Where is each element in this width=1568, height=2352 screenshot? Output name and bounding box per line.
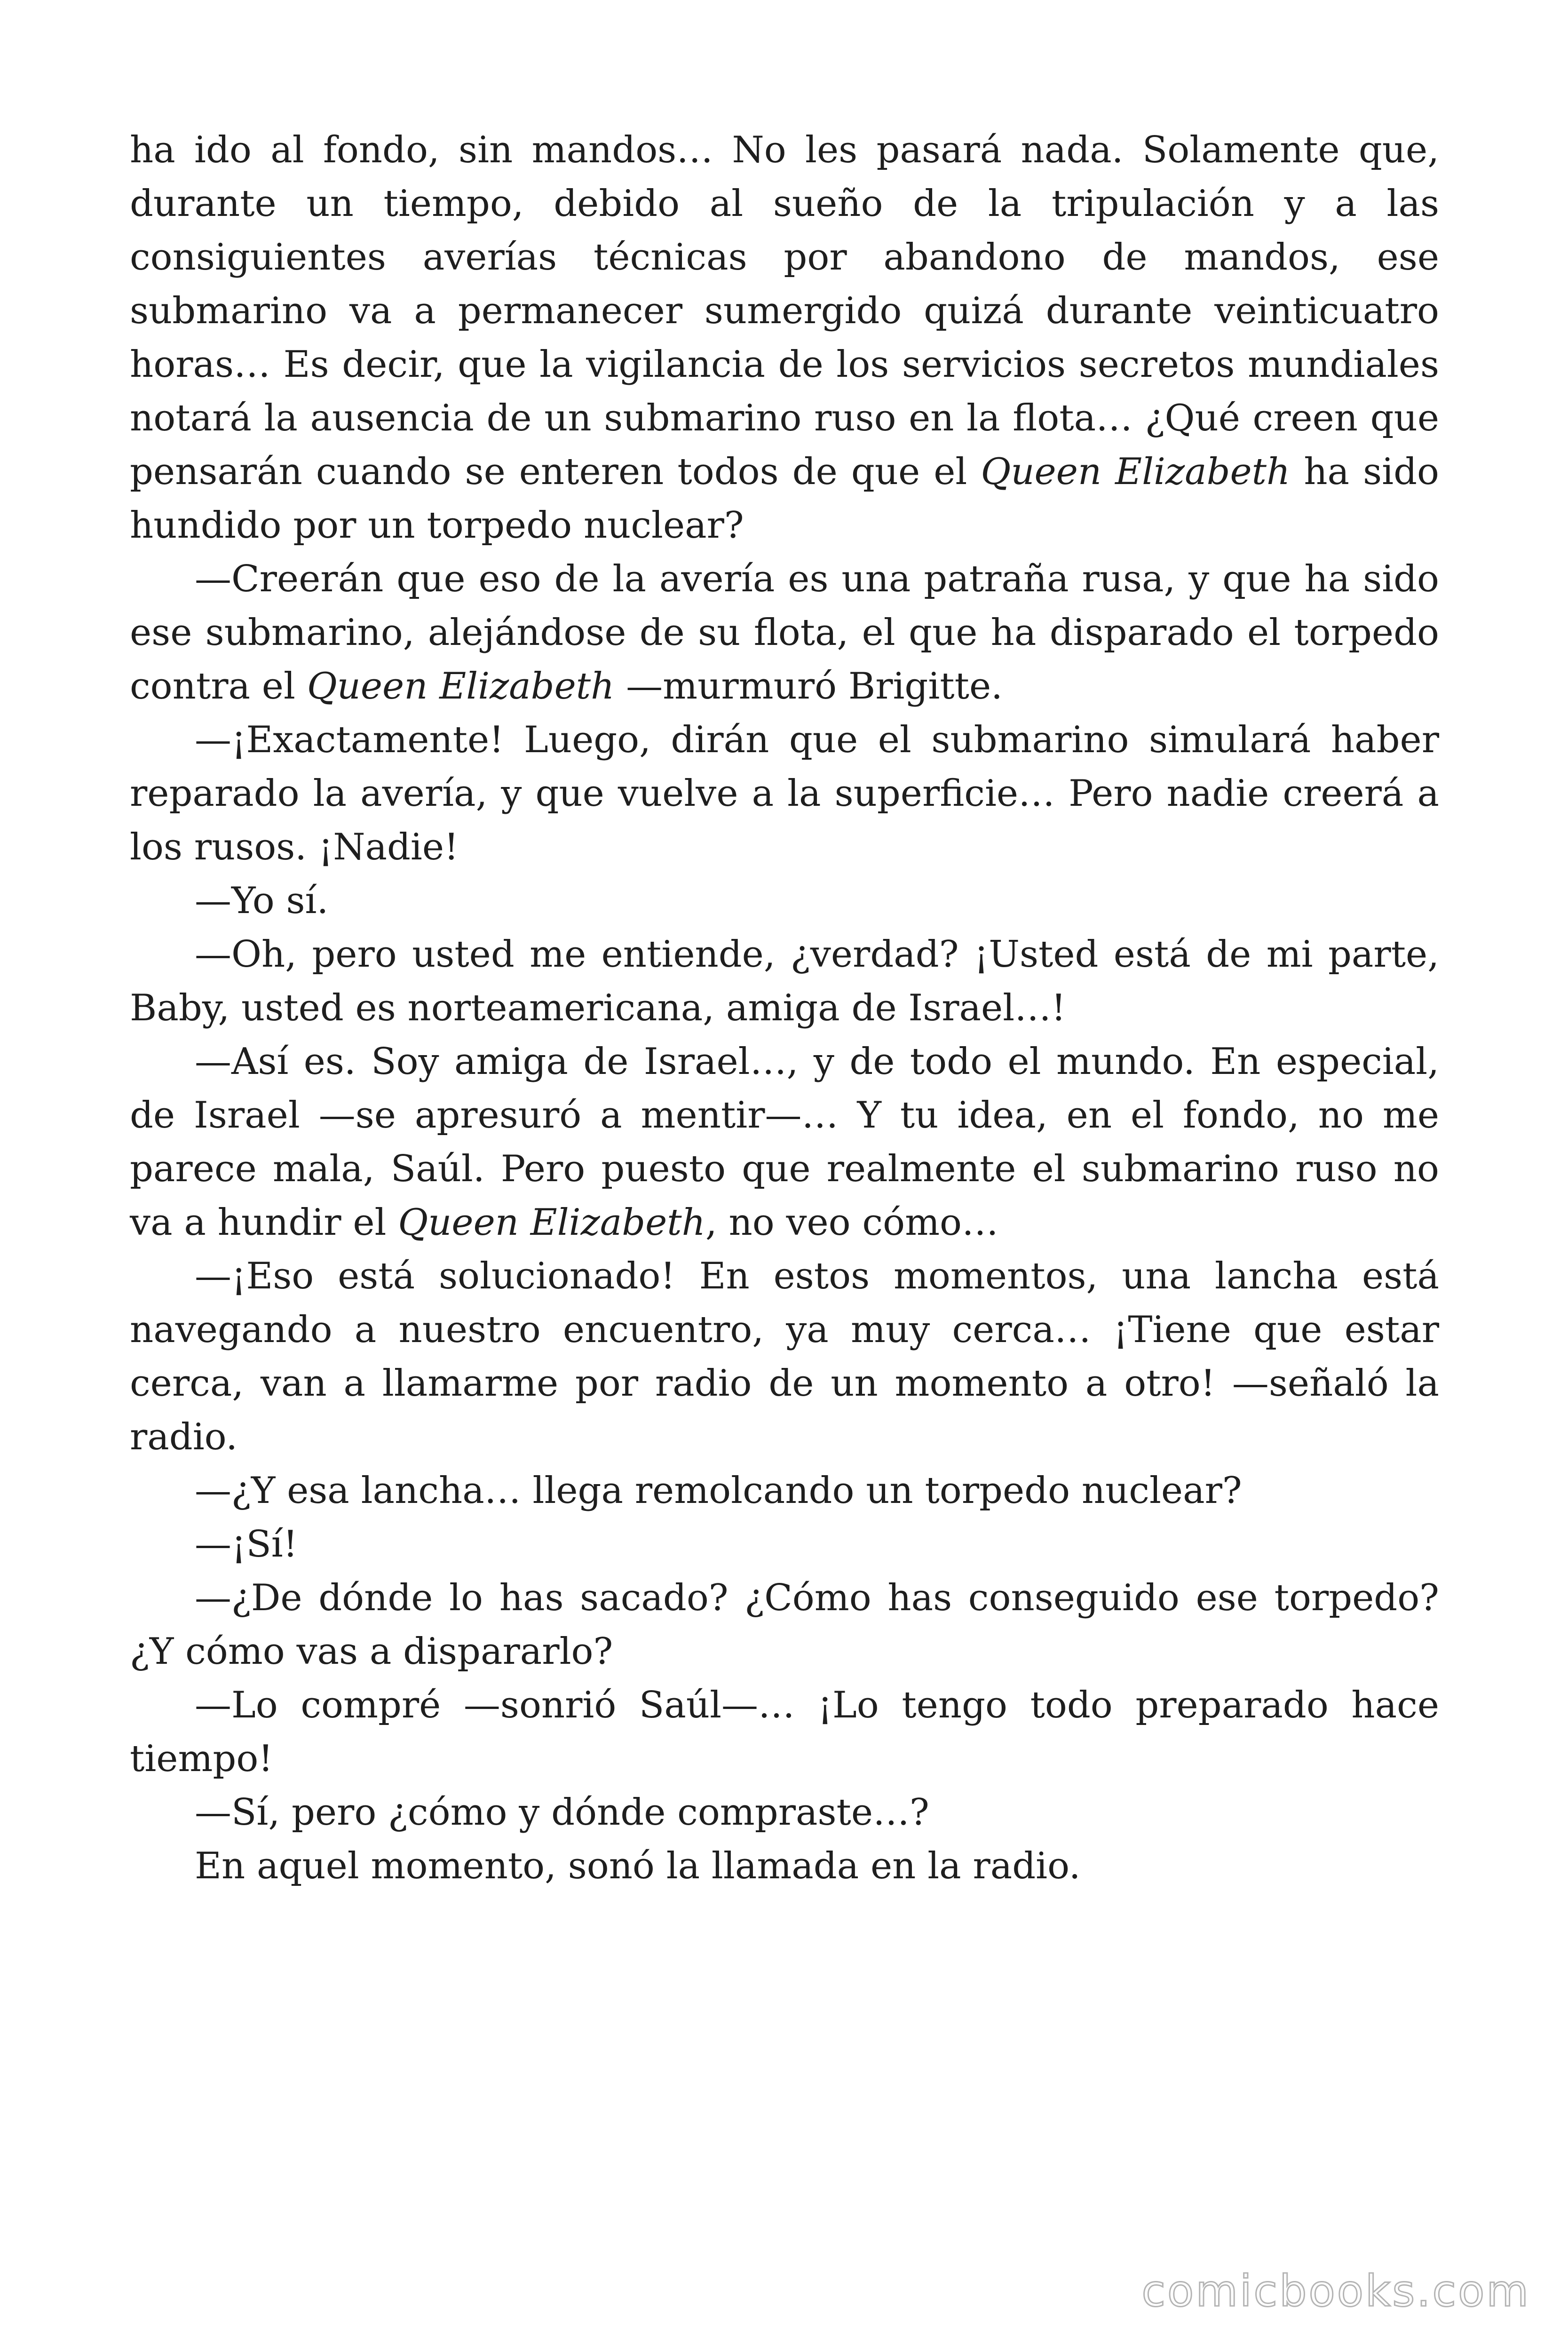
paragraph-text: , no veo cómo… [705, 1201, 998, 1244]
watermark: comicbooks.com [1141, 2266, 1530, 2316]
paragraph-text: —¿De dónde lo has sacado? ¿Cómo has conseguido ese torpedo? ¿Y cómo vas a dispararlo? [130, 1577, 1439, 1673]
paragraph [130, 1035, 1439, 1249]
paragraph-text: —Yo sí. [195, 880, 329, 922]
paragraph-text: —¡Sí! [195, 1523, 298, 1565]
paragraph [130, 713, 1439, 874]
paragraph-text: —¡Exactamente! Luego, dirán que el submarino simulará haber reparado la avería, y que vuelve a la superficie… Pero nadie creerá a los rusos. ¡Nadie! [130, 719, 1439, 868]
paragraph [130, 1249, 1439, 1464]
paragraph-text: ha sido hundido por un torpedo nuclear? [130, 451, 1439, 547]
paragraph [130, 1571, 1439, 1678]
paragraph-text: ha ido al fondo, sin mandos… No les pasará nada. Solamente que, durante un tiempo, debido al sueño de la tripulación y a las consiguientes averías técnicas por abandono de mandos, ese submarino va a permanecer sumergido quizá durante veinticuatro horas… Es decir, que la vigilancia de los servicios secretos mundiales notará la ausencia de un submarino ruso en la flota… ¿Qué creen que pensarán cuando se enteren todos de que el [130, 129, 1439, 493]
italic-title: Queen Elizabeth [981, 451, 1291, 493]
paragraph-text: —Así es. Soy amiga de Israel…, y de todo el mundo. En especial, de Israel —se apresuró a mentir—… Y tu idea, en el fondo, no me parece mala, Saúl. Pero puesto que realmente el submarino ruso no va a hundir el [130, 1041, 1439, 1244]
paragraph [130, 1786, 1439, 1839]
paragraph-text: —Oh, pero usted me entiende, ¿verdad? ¡Usted está de mi parte, Baby, usted es norteamericana, amiga de Israel…! [130, 933, 1439, 1029]
paragraph [130, 1678, 1439, 1786]
paragraph [130, 874, 1439, 928]
italic-title: Queen Elizabeth [307, 665, 615, 707]
paragraph-text: En aquel momento, sonó la llamada en la radio. [195, 1845, 1081, 1887]
paragraph-text: —Creerán que eso de la avería es una patraña rusa, y que ha sido ese submarino, alejándose de su flota, el que ha disparado el torpedo contra el [130, 558, 1439, 707]
paragraph-text: —murmuró Brigitte. [614, 665, 1003, 707]
italic-title: Queen Elizabeth [398, 1201, 705, 1244]
paragraph [130, 552, 1439, 713]
paragraph [130, 1839, 1439, 1893]
body-text [130, 123, 1439, 1893]
paragraph-text: —Sí, pero ¿cómo y dónde compraste…? [195, 1791, 929, 1834]
paragraph [130, 1518, 1439, 1571]
paragraph-text: —¡Eso está solucionado! En estos momentos, una lancha está navegando a nuestro encuentro, ya muy cerca… ¡Tiene que estar cerca, van a llamarme por radio de un momento a otro! —señaló la radio. [130, 1255, 1439, 1458]
paragraph [130, 928, 1439, 1035]
paragraph [130, 1464, 1439, 1518]
paragraph [130, 123, 1439, 552]
paragraph-text: —Lo compré —sonrió Saúl—… ¡Lo tengo todo preparado hace tiempo! [130, 1684, 1439, 1780]
paragraph-text: —¿Y esa lancha… llega remolcando un torpedo nuclear? [195, 1470, 1242, 1512]
